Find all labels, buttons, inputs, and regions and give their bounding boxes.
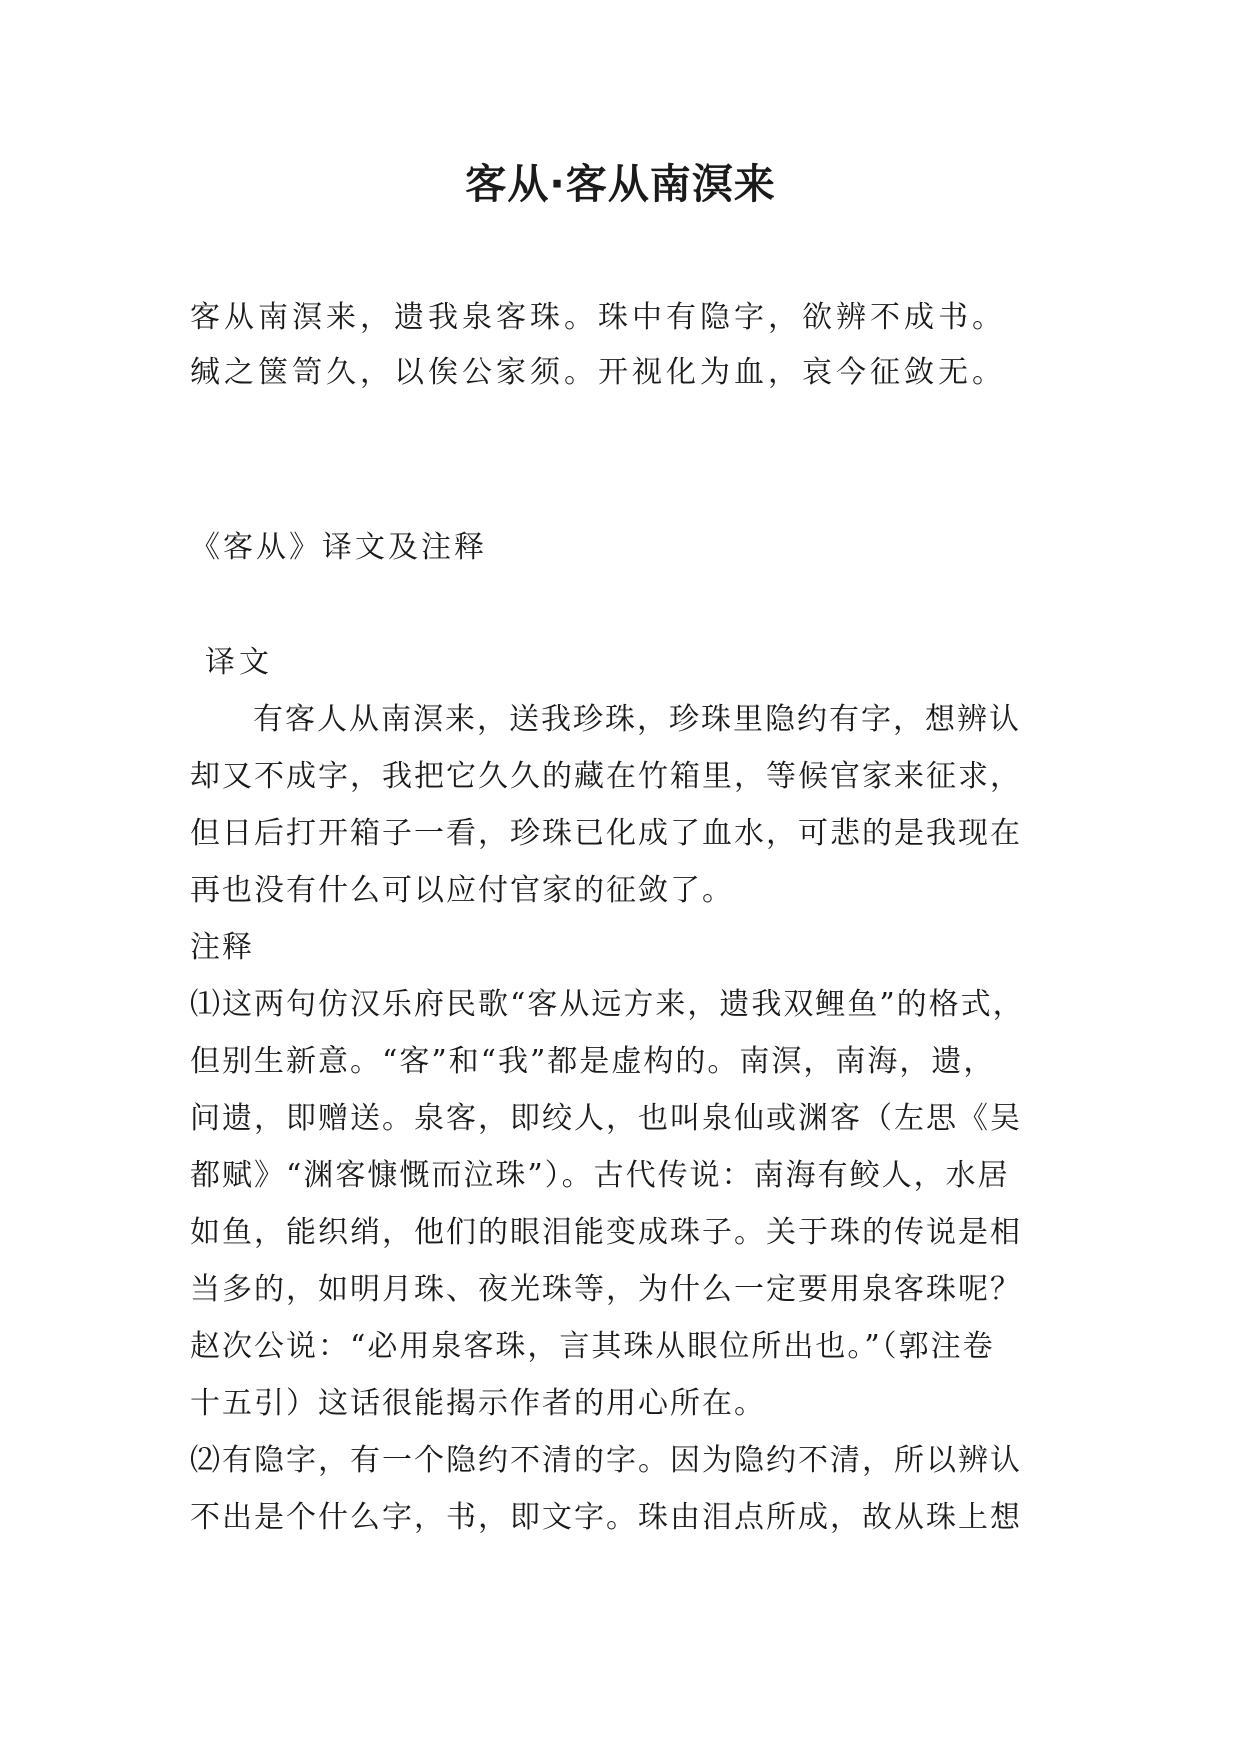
translation-heading: 译文 bbox=[205, 645, 273, 680]
note-line-10: 不出是个什么字，书，即文字。珠由泪点所成，故从珠上想 bbox=[190, 1500, 1022, 1535]
note-line-1: ⑴这两句仿汉乐府民歌“客从远方来，遗我双鲤鱼”的格式， bbox=[190, 987, 1025, 1022]
note-line-4: 都赋》“渊客慷慨而泣珠”）。古代传说：南海有鲛人，水居 bbox=[190, 1158, 1010, 1193]
translation-line-3: 但日后打开箱子一看，珍珠已化成了血水，可悲的是我现在 bbox=[190, 816, 1022, 851]
note-line-6: 当多的，如明月珠、夜光珠等，为什么一定要用泉客珠呢？ bbox=[190, 1272, 1022, 1307]
notes-heading: 注释 bbox=[190, 930, 254, 965]
note-line-9: ⑵有隐字，有一个隐约不清的字。因为隐约不清，所以辨认 bbox=[190, 1443, 1022, 1478]
note-line-3: 问遗，即赠送。泉客，即绞人，也叫泉仙或渊客（左思《吴 bbox=[190, 1101, 1022, 1136]
note-line-8: 十五引）这话很能揭示作者的用心所在。 bbox=[190, 1386, 766, 1421]
translation-line-4: 再也没有什么可以应付官家的征敛了。 bbox=[190, 873, 734, 908]
poem-line-2: 缄之箧笥久，以俟公家须。开视化为血，哀今征敛无。 bbox=[190, 355, 1006, 390]
poem-line-1: 客从南溟来，遗我泉客珠。珠中有隐字，欲辨不成书。 bbox=[190, 300, 1006, 335]
note-line-2: 但别生新意。“客”和“我”都是虚构的。南溟，南海，遗， bbox=[190, 1044, 996, 1079]
note-line-5: 如鱼，能织绡，他们的眼泪能变成珠子。关于珠的传说是相 bbox=[190, 1215, 1022, 1250]
section-heading: 《客从》译文及注释 bbox=[190, 530, 487, 565]
note-line-7: 赵次公说：“必用泉客珠，言其珠从眼位所出也。”（郭注卷 bbox=[190, 1329, 995, 1364]
translation-line-1: 有客人从南溟来，送我珍珠，珍珠里隐约有字，想辨认 bbox=[253, 702, 1021, 737]
document-title: 客从·客从南溟来 bbox=[465, 160, 776, 208]
translation-line-2: 却又不成字，我把它久久的藏在竹箱里，等候官家来征求， bbox=[190, 759, 1022, 794]
